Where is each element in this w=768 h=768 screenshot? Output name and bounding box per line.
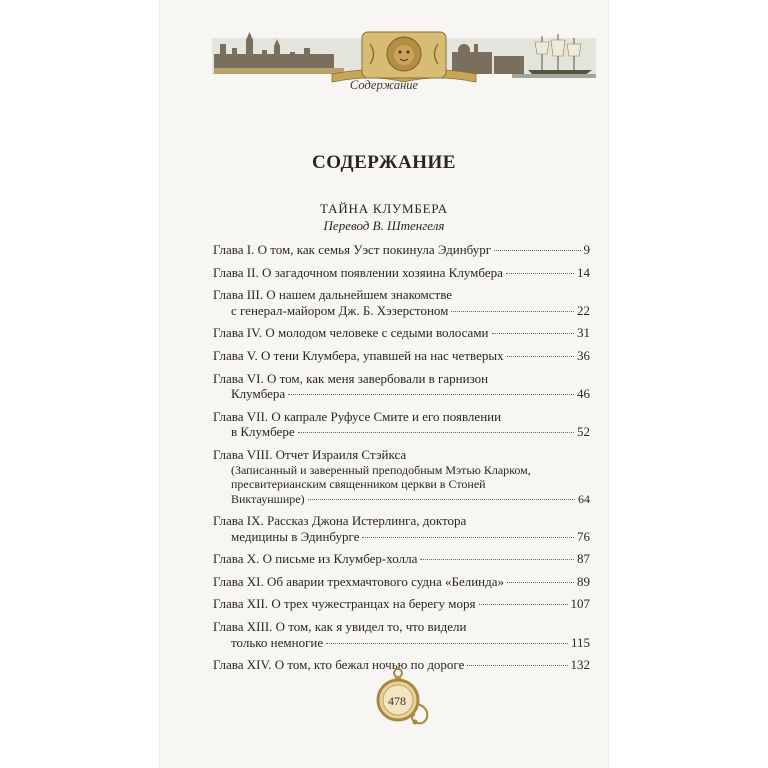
toc-page-number: 14 <box>577 264 590 280</box>
leader-dots <box>326 643 568 644</box>
leader-dots <box>308 499 575 500</box>
page-number: 478 <box>388 694 406 708</box>
toc-entry-text: медицины в Эдинбурге <box>231 528 360 544</box>
toc-entry-text: Глава III. О нашем дальнейшем знакомстве <box>213 287 453 303</box>
toc-entry-text: Глава VI. О том, как меня завербовали в гарнизон <box>213 370 489 386</box>
running-header-title: Содержание <box>349 78 419 92</box>
toc-entry-note: (Записанный и заверенный преподобным Мэтью Кларком, <box>231 462 531 477</box>
toc-entry-text: в Клумбере <box>231 424 295 440</box>
work-title: ТАЙНА КЛУМБЕРА <box>320 201 448 216</box>
translator-credit: Перевод В. Штенгеля <box>323 218 445 233</box>
toc-entry-12 <box>213 596 590 612</box>
leader-dots <box>494 250 580 251</box>
toc-entry-text: с генерал-майором Дж. Б. Хэзерстоном <box>231 302 449 318</box>
toc-entry-text: Глава X. О письме из Клумбер-холла <box>213 551 418 567</box>
toc-entry-6 <box>213 371 590 402</box>
lion-emblem-icon <box>362 32 446 78</box>
toc-entry-7 <box>213 409 590 440</box>
toc-entry-text: Глава I. О том, как семья Уэст покинула Эдинбург <box>213 242 492 257</box>
toc-entry-9 <box>213 513 590 544</box>
toc-page-number: 115 <box>570 634 590 650</box>
leader-dots <box>288 394 574 395</box>
toc-page-number: 87 <box>577 551 590 567</box>
toc-entry-8 <box>213 447 590 506</box>
toc-page-number: 132 <box>570 657 590 673</box>
leader-dots <box>479 604 568 605</box>
toc-entry-note: Виктауншире) <box>231 491 305 506</box>
toc-page-number: 31 <box>577 325 590 341</box>
toc-page-number: 76 <box>577 528 590 544</box>
toc-entry-3 <box>213 287 590 318</box>
toc-entry-text: Глава V. О тени Клумбера, упавшей на нас четверых <box>213 347 504 363</box>
toc-page-number: 107 <box>570 596 590 612</box>
toc-entry-text: Глава VII. О капрале Руфусе Смите и его появлении <box>213 408 502 424</box>
leader-dots <box>362 537 574 538</box>
toc-entry-4 <box>213 325 590 341</box>
table-of-contents <box>213 242 590 673</box>
toc-page-number: 64 <box>578 491 590 506</box>
toc-page-number: 22 <box>577 302 590 318</box>
leader-dots <box>507 582 574 583</box>
toc-entry-text: Клумбера <box>231 386 286 402</box>
toc-page-number: 52 <box>577 424 590 440</box>
toc-entry-1 <box>213 242 590 258</box>
leader-dots <box>420 559 574 560</box>
toc-entry-text: Глава XIII. О том, как я увидел то, что видели <box>213 619 467 634</box>
toc-entry-text: Глава II. О загадочном появлении хозяина Клумбера <box>213 264 503 280</box>
book-page <box>160 0 608 768</box>
leader-dots <box>507 356 574 357</box>
toc-entry-text: Глава IX. Рассказ Джона Истерлинга, доктора <box>213 513 467 529</box>
toc-entry-10 <box>213 551 590 567</box>
toc-entry-11 <box>213 574 590 590</box>
toc-entry-text: Глава IV. О молодом человеке с седыми волосами <box>213 325 489 341</box>
leader-dots <box>492 333 574 334</box>
toc-page-number: 9 <box>583 242 590 257</box>
toc-page-number: 89 <box>577 573 590 589</box>
toc-entry-text: Глава XII. О трех чужестранцах на берегу моря <box>213 596 476 612</box>
toc-entry-13 <box>213 619 590 650</box>
toc-entry-text: Глава VIII. Отчет Израиля Стэйкса <box>213 446 407 462</box>
toc-page-number: 36 <box>577 347 590 363</box>
page-title: СОДЕРЖАНИЕ <box>312 152 456 173</box>
toc-page-number: 46 <box>577 386 590 402</box>
leader-dots <box>467 665 567 666</box>
page-number-ornament <box>365 664 439 738</box>
leader-dots <box>298 432 574 433</box>
leader-dots <box>451 311 574 312</box>
toc-entry-text: только немногие <box>231 634 324 650</box>
toc-entry-note: пресвитерианским священником церкви в Стоней <box>231 477 486 492</box>
toc-entry-text: Глава XIV. О том, кто бежал ночью по дороге <box>213 657 465 673</box>
toc-entry-5 <box>213 348 590 364</box>
leader-dots <box>506 273 574 274</box>
toc-entry-text: Глава XI. Об аварии трехмачтового судна «Белинда» <box>213 573 504 589</box>
toc-entry-2 <box>213 265 590 281</box>
